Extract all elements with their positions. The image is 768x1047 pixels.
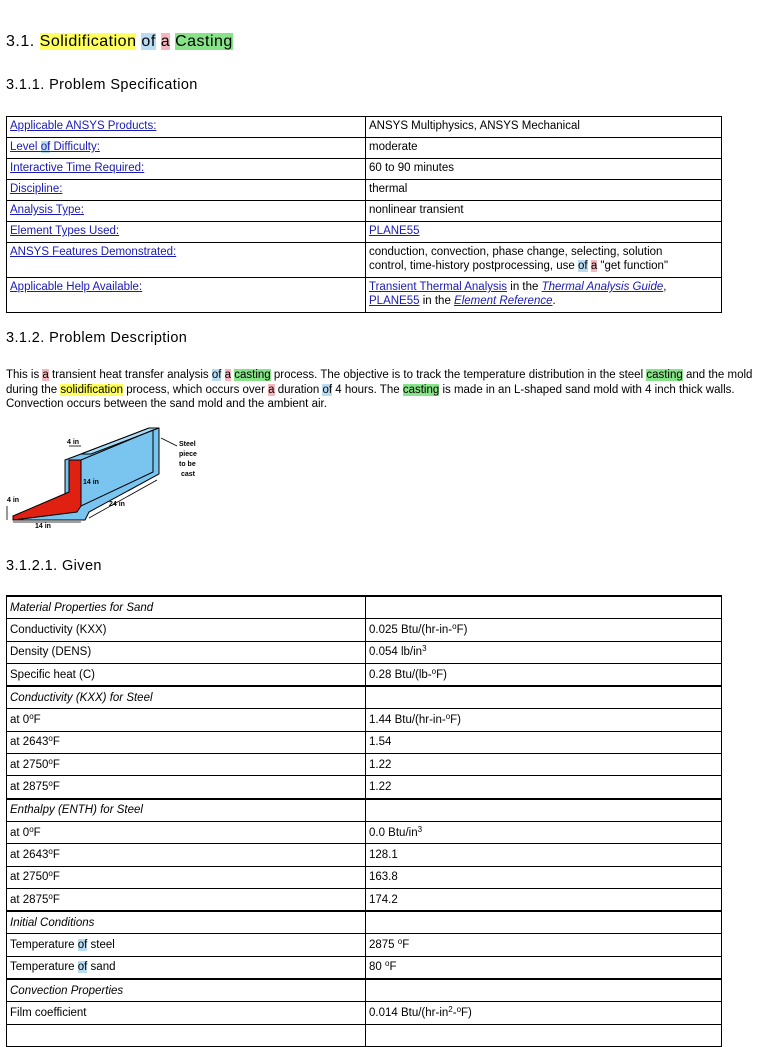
table-row bbox=[7, 201, 722, 222]
given-table bbox=[6, 595, 722, 1047]
table-section-header: Enthalpy (ENTH) for Steel bbox=[7, 799, 722, 822]
table-row: Film coefficient 0.014 Btu/$(hr-in^2-^oF)$ bbox=[7, 1002, 722, 1024]
page-title bbox=[6, 33, 233, 51]
given-heading: 3.1.2.1. Given bbox=[6, 558, 102, 574]
table-row: Specific heat (C) 0.28 Btu/(lb-$^o$F) bbox=[7, 663, 722, 686]
spec-link-analysis-type[interactable]: Analysis Type: bbox=[10, 204, 84, 216]
highlight-word: Casting bbox=[175, 33, 233, 50]
table-row bbox=[7, 138, 722, 159]
spec-link-element-types[interactable]: Element Types Used: bbox=[10, 225, 120, 237]
table-row bbox=[7, 117, 722, 138]
table-row: at 0$^o$F 0.0 Btu/$in^3$ bbox=[7, 821, 722, 843]
table-row bbox=[7, 180, 722, 201]
spec-table bbox=[6, 116, 722, 313]
table-row: at 2643$^o$F 1.54 bbox=[7, 731, 722, 753]
section-number: 3.1. bbox=[6, 33, 40, 50]
plane55-help-link[interactable]: PLANE55 bbox=[369, 295, 420, 307]
dim-label: 24 in bbox=[109, 501, 125, 508]
spec-value: ANSYS Multiphysics, ANSYS Mechanical bbox=[366, 117, 722, 138]
spec-link-discipline[interactable]: Discipline: bbox=[10, 183, 63, 195]
table-row: at 2750$^o$F 163.8 bbox=[7, 866, 722, 888]
description-paragraph: This is a transient heat transfer analysis of a casting process. The objective is to track the temperature distribution in the steel casting and the mold during the solidification process, which occurs over a duration of 4 hours. The casting is made in an L-shaped sand mold with 4 inch thick walls. Convection occurs between the sand mold and the ambient air. bbox=[6, 369, 753, 410]
dim-label: 4 in bbox=[67, 439, 80, 446]
spec-value: conduction, convection, phase change, selecting, solution control, time-history postprocessing, use of a "get function" bbox=[366, 243, 722, 278]
table-row bbox=[7, 1024, 722, 1046]
table-row: Density (DENS) 0.054 $lb/in^3$ bbox=[7, 641, 722, 663]
table-row: at 2643$^o$F 128.1 bbox=[7, 844, 722, 866]
dim-label: 14 in bbox=[35, 523, 51, 530]
spec-heading: 3.1.1. Problem Specification bbox=[6, 77, 198, 93]
table-row: Temperature of steel 2875 $^o$F bbox=[7, 934, 722, 956]
dim-label: 14 in bbox=[83, 479, 99, 486]
description-heading: 3.1.2. Problem Description bbox=[6, 330, 188, 346]
spec-link-products[interactable]: Applicable ANSYS Products: bbox=[10, 120, 157, 132]
spec-link-features[interactable]: ANSYS Features Demonstrated: bbox=[10, 246, 177, 258]
table-section-header: Initial Conditions bbox=[7, 911, 722, 934]
steel-label: Steel bbox=[179, 441, 196, 448]
spec-value: nonlinear transient bbox=[366, 201, 722, 222]
steel-label: to be bbox=[179, 461, 196, 468]
table-row: Conductivity (KXX) 0.025 Btu/(hr-in-$^o$F) bbox=[7, 619, 722, 641]
element-reference-link[interactable]: Element Reference bbox=[454, 295, 553, 307]
table-row: at 2875$^o$F 1.22 bbox=[7, 776, 722, 799]
table-row bbox=[7, 243, 722, 278]
spec-value: moderate bbox=[366, 138, 722, 159]
thermal-guide-link[interactable]: Thermal Analysis Guide bbox=[541, 281, 664, 293]
highlight-word: Solidification bbox=[39, 33, 137, 50]
table-row: Applicable Help Available: Transient Thermal Analysis in the Thermal Analysis Guide, PLANE55 in the Element Reference. bbox=[7, 278, 722, 313]
steel-label: cast bbox=[181, 471, 196, 478]
table-row: at 2750$^o$F 1.22 bbox=[7, 754, 722, 776]
highlight-word: of bbox=[141, 33, 156, 50]
spec-value: 60 to 90 minutes bbox=[366, 159, 722, 180]
table-row: at 2875$^o$F 174.2 bbox=[7, 888, 722, 911]
table-section-header: Conductivity (KXX) for Steel bbox=[7, 686, 722, 709]
steel-piece-shape bbox=[13, 460, 81, 520]
table-section-header: Convection Properties bbox=[7, 979, 722, 1002]
table-section-header: Material Properties for Sand bbox=[7, 596, 722, 619]
spec-link-help[interactable]: Applicable Help Available: bbox=[10, 281, 143, 293]
dim-label: 4 in bbox=[7, 497, 20, 504]
spec-link-time[interactable]: Interactive Time Required: bbox=[10, 162, 145, 174]
casting-figure bbox=[5, 424, 195, 530]
leader-line bbox=[161, 438, 177, 446]
transient-thermal-link[interactable]: Transient Thermal Analysis bbox=[369, 281, 508, 293]
spec-value: thermal bbox=[366, 180, 722, 201]
table-row: Temperature of sand 80 $^o$F bbox=[7, 956, 722, 979]
plane55-link[interactable]: PLANE55 bbox=[369, 225, 420, 237]
table-row bbox=[7, 222, 722, 243]
table-row bbox=[7, 159, 722, 180]
table-row: at 0$^o$F 1.44 Btu/(hr-in-$^o$F) bbox=[7, 709, 722, 731]
steel-label: piece bbox=[179, 451, 197, 458]
spec-link-difficulty[interactable]: Level of Difficulty: bbox=[10, 141, 100, 153]
highlight-word: a bbox=[160, 33, 171, 50]
